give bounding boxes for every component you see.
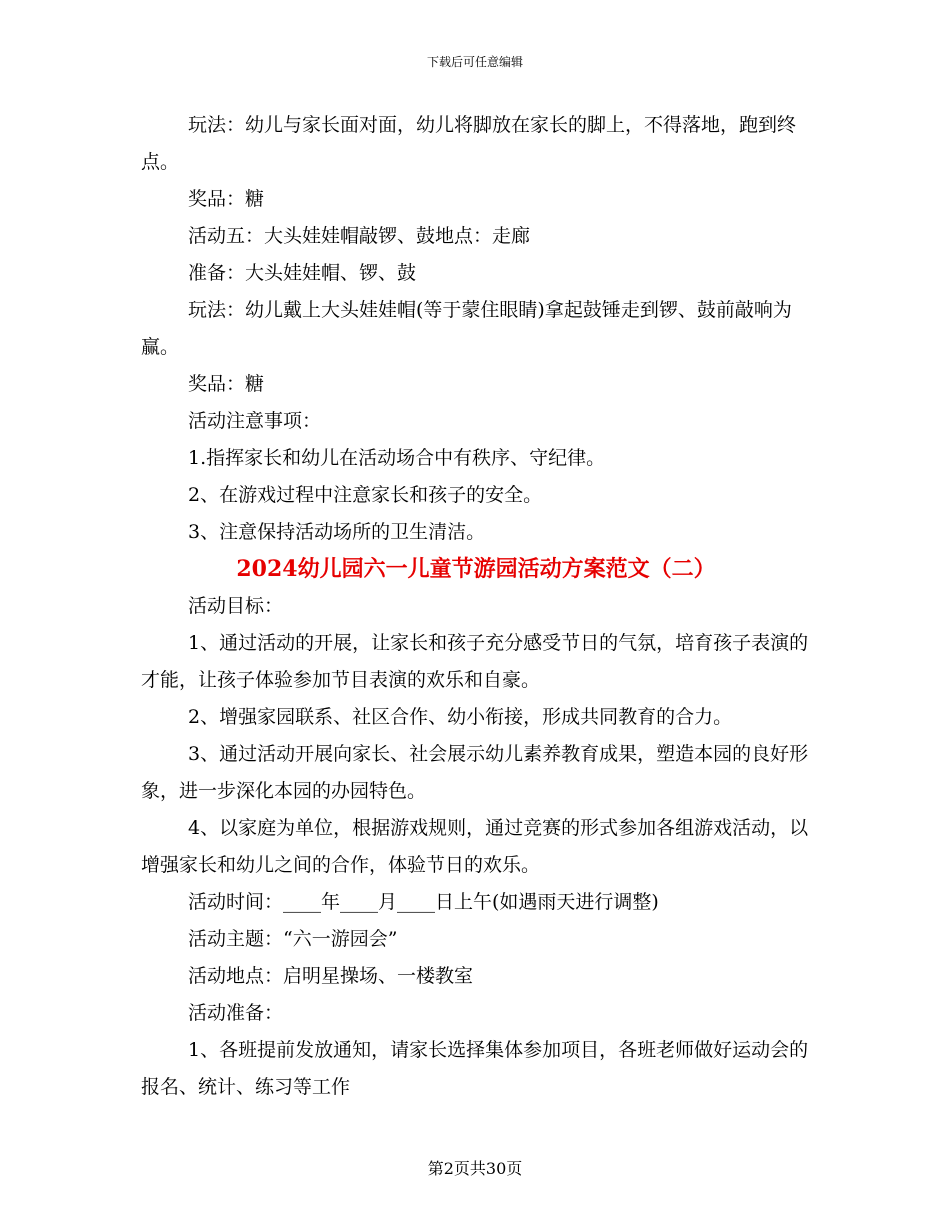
- paragraph: 活动准备：: [188, 1002, 284, 1024]
- list-item: 3、注意保持活动场所的卫生清洁。: [188, 521, 486, 543]
- paragraph: 玩法：幼儿与家长面对面，幼儿将脚放在家长的脚上，不得落地，跑到终点。: [141, 114, 797, 173]
- list-item: 4、以家庭为单位，根据游戏规则，通过竞赛的形式参加各组游戏活动，以增强家长和幼儿之间的合作，体验节日的欢乐。: [141, 817, 809, 876]
- paragraph: 活动注意事项：: [188, 410, 322, 432]
- paragraph: 玩法：幼儿戴上大头娃娃帽(等于蒙住眼睛)拿起鼓锤走到锣、鼓前敲响为赢。: [141, 299, 792, 358]
- paragraph: 活动地点：启明星操场、一楼教室: [188, 965, 474, 987]
- paragraph: 准备：大头娃娃帽、锣、鼓: [188, 262, 417, 284]
- list-item: 1.指挥家长和幼儿在活动场合中有秩序、守纪律。: [188, 447, 606, 469]
- document-body: [141, 107, 811, 1106]
- list-item: 2、增强家园联系、社区合作、幼小衔接，形成共同教育的合力。: [188, 706, 733, 728]
- paragraph: 活动五：大头娃娃帽敲锣、鼓地点：走廊: [188, 225, 531, 247]
- paragraph: 活动时间：____年____月____日上午(如遇雨天进行调整): [188, 891, 659, 913]
- section-title: 2024幼儿园六一儿童节游园活动方案范文（二）: [236, 556, 716, 582]
- list-item: 2、在游戏过程中注意家长和孩子的安全。: [188, 484, 543, 506]
- list-item: 3、通过活动开展向家长、社会展示幼儿素养教育成果，塑造本园的良好形象，进一步深化本园的办园特色。: [141, 743, 809, 802]
- paragraph: 奖品：糖: [188, 373, 265, 395]
- paragraph: 活动主题：“六一游园会”: [188, 928, 398, 950]
- list-item: 1、通过活动的开展，让家长和孩子充分感受节日的气氛，培育孩子表演的才能，让孩子体验参加节目表演的欢乐和自豪。: [141, 632, 809, 691]
- paragraph: 活动目标：: [188, 595, 284, 617]
- page-footer: 第2页共30页: [427, 1159, 523, 1178]
- list-item: 1、各班提前发放通知，请家长选择集体参加项目，各班老师做好运动会的报名、统计、练习等工作: [141, 1039, 809, 1098]
- paragraph: 奖品：糖: [188, 188, 265, 210]
- page-header: 下载后可任意编辑: [426, 55, 523, 69]
